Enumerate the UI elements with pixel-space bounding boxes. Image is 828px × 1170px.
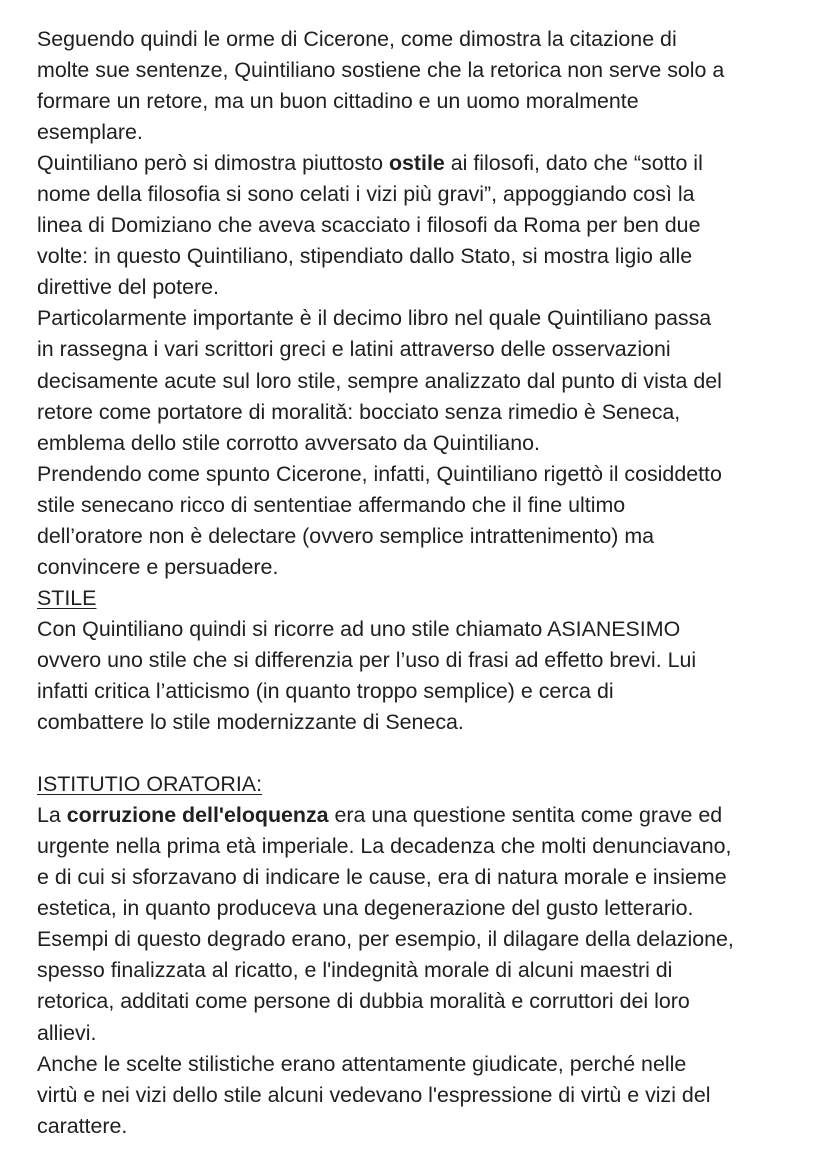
- text-line: estetica, in quanto produceva una degenerazione del gusto letterario.: [37, 896, 694, 921]
- paragraph-asianesimo: [37, 614, 797, 738]
- text-line: ovvero uno stile che si differenzia per l’uso di frasi ad effetto brevi. Lui: [37, 647, 697, 672]
- paragraph-corruzione: [37, 800, 797, 1048]
- paragraph-cicerone: [37, 24, 797, 148]
- text-line: direttive del potere.: [37, 275, 219, 300]
- text-run: Quintiliano però si dimostra piuttosto: [37, 151, 389, 176]
- bold-term: corruzione dell'eloquenza: [66, 803, 329, 828]
- heading-istitutio-oratoria: ISTITUTIO ORATORIA:: [37, 772, 263, 797]
- text-line: volte: in questo Quintiliano, stipendiato dallo Stato, si mostra ligio alle: [37, 244, 693, 269]
- text-line: in rassegna i vari scrittori greci e latini attraverso delle osservazioni: [37, 337, 671, 362]
- bold-term: ostile: [388, 151, 445, 176]
- text-run: era una questione sentita come grave ed: [328, 803, 723, 828]
- text-line: stile senecano ricco di sententiae affermando che il fine ultimo: [37, 492, 626, 517]
- document-body: [37, 24, 797, 1142]
- text-line: esemplare.: [37, 120, 143, 145]
- text-line: Anche le scelte stilistiche erano attentamente giudicate, perché nelle: [37, 1051, 687, 1076]
- text-line: linea di Domiziano che aveva scacciato i filosofi da Roma per ben due: [37, 213, 701, 238]
- text-run: La: [37, 803, 67, 828]
- text-line: combattere lo stile modernizzante di Seneca.: [37, 710, 464, 735]
- text-line: carattere.: [37, 1113, 128, 1138]
- paragraph-filosofi: [37, 148, 797, 303]
- text-line: molte sue sentenze, Quintiliano sostiene che la retorica non serve solo a: [37, 58, 725, 83]
- heading-stile: STILE: [37, 585, 97, 610]
- text-line: Esempi di questo degrado erano, per esempio, il dilagare della delazione,: [37, 927, 734, 952]
- text-line: spesso finalizzata al ricatto, e l'indegnità morale di alcuni maestri di: [37, 958, 673, 983]
- text-line: [37, 800, 797, 831]
- text-line: Seguendo quindi le orme di Cicerone, come dimostra la citazione di: [37, 27, 677, 51]
- text-line: urgente nella prima età imperiale. La decadenza che molti denunciavano,: [37, 834, 732, 859]
- text-line: retore come portatore di moralitǎ: bocciato senza rimedio è Seneca,: [37, 399, 681, 424]
- text-run: ai filosofi, dato che “sotto il: [444, 151, 703, 176]
- text-line: Con Quintiliano quindi si ricorre ad uno stile chiamato ASIANESIMO: [37, 616, 681, 641]
- text-line: [37, 148, 797, 179]
- text-line: retorica, additati come persone di dubbia moralità e corruttori dei loro: [37, 989, 690, 1014]
- text-line: virtù e nei vizi dello stile alcuni vedevano l'espressione di virtù e vizi del: [37, 1082, 711, 1107]
- text-line: Prendendo come spunto Cicerone, infatti, Quintiliano rigettò il cosiddetto: [37, 461, 722, 486]
- text-line: decisamente acute sul loro stile, sempre analizzato dal punto di vista del: [37, 368, 722, 393]
- text-line: dell’oratore non è delectare (ovvero semplice intrattenimento) ma: [37, 523, 655, 548]
- paragraph-senecano: [37, 459, 797, 583]
- paragraph-scelte-stilistiche: [37, 1049, 797, 1142]
- text-line: formare un retore, ma un buon cittadino e un uomo moralmente: [37, 89, 639, 114]
- text-line: e di cui si sforzavano di indicare le cause, era di natura morale e insieme: [37, 865, 727, 890]
- paragraph-decimo-libro: [37, 303, 797, 458]
- blank-line: [37, 738, 797, 769]
- text-line: infatti critica l’atticismo (in quanto troppo semplice) e cerca di: [37, 678, 614, 703]
- text-line: allievi.: [37, 1020, 97, 1045]
- text-line: convincere e persuadere.: [37, 554, 279, 579]
- text-line: Particolarmente importante è il decimo libro nel quale Quintiliano passa: [37, 306, 712, 331]
- text-line: emblema dello stile corrotto avversato da Quintiliano.: [37, 430, 540, 455]
- text-line: nome della filosofia si sono celati i vizi più gravi”, appoggiando così la: [37, 182, 695, 207]
